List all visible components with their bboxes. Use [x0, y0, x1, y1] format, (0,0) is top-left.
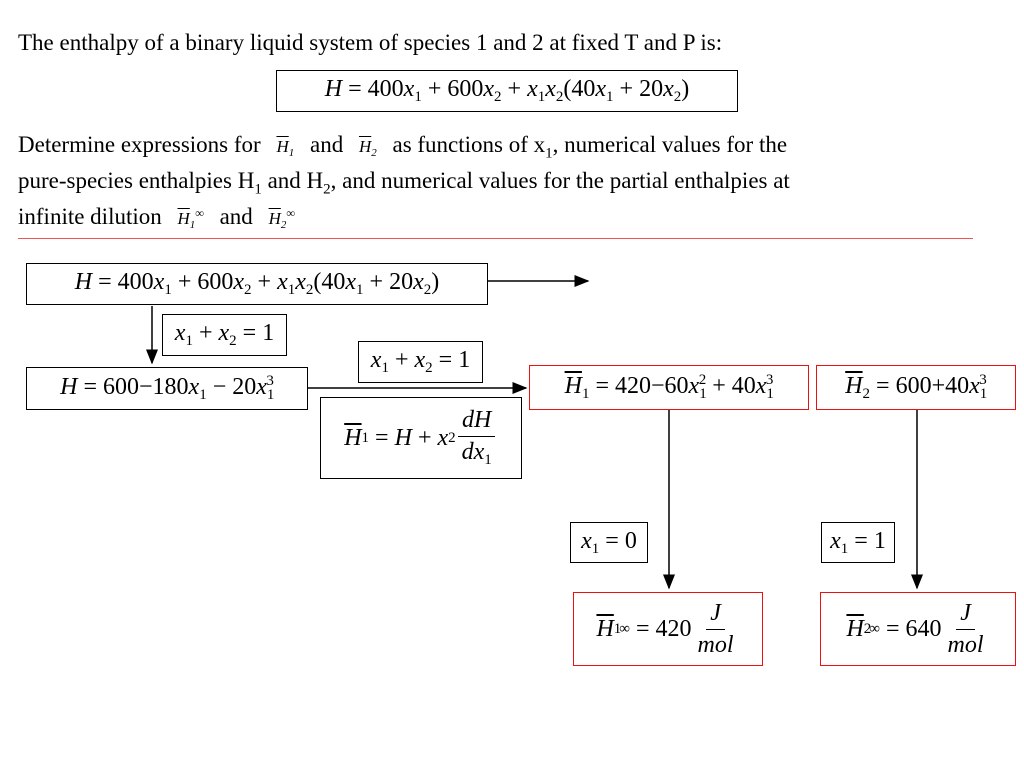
condition-x1-one-box: $x_1 = 1$ — [821, 522, 895, 563]
problem-statement-line1: The enthalpy of a binary liquid system of species 1 and 2 at fixed T and P is: — [18, 30, 723, 55]
problem-statement-line4: infinite dilution $\overline{H}_1^\infty$ and $\overline{H}_2^\infty$ — [18, 204, 295, 231]
condition-x1-zero-box: $x_1 = 0$ — [570, 522, 648, 563]
h1-bar-inline: $\overline{H}_1$ — [276, 137, 295, 159]
partial-enthalpy-formula-box: $\overline{H}$ 1 = H + x 2 $\frac{dH}{dx_1}$ — [320, 397, 522, 479]
enthalpy-equation-box: $H = 400x_1 + 600x_2 + x_1x_2(40x_1 + 20x_2)$ — [26, 263, 488, 305]
h1-bar-expression-box: $\overline{H}_1 = 420-60x_1^2 + 40x_1^3$ — [529, 365, 809, 410]
h2-bar-inline: $\overline{H}_2$ — [358, 137, 377, 159]
mole-fraction-sum-box-left: $x_1 + x_2 = 1$ — [162, 314, 287, 356]
h2-infinite-dilution-box: $\overline{H}$ 2 ∞ = 640 $\frac{J}{\text{mol}}$ — [820, 592, 1016, 666]
h1-infinite-dilution-box: $\overline{H}$ 1 ∞ = 420 $\frac{J}{\text{mol}}$ — [573, 592, 763, 666]
h1-inf-inline: $\overline{H}_1^\infty$ — [177, 206, 204, 231]
given-enthalpy-equation-box: $H = 400x_1 + 600x_2 + x_1x_2(40x_1 + 20x_2)$ — [276, 70, 738, 112]
reduced-enthalpy-box: $H = 600-180x_1 - 20x_1^3$ — [26, 367, 308, 410]
h2-inf-inline: $\overline{H}_2^\infty$ — [268, 206, 295, 231]
h2-bar-expression-box: $\overline{H}_2 = 600+40x_1^3$ — [816, 365, 1016, 410]
mole-fraction-sum-box-middle: $x_1 + x_2 = 1$ — [358, 341, 483, 383]
problem-statement-line3: pure-species enthalpies $H_1$ and $H_2$, and numerical values for the partial enthalpies at — [18, 168, 790, 198]
problem-statement-line2: Determine expressions for $\overline{H}_1$ and $\overline{H}_2$ as functions of $x_1$, numerical values for the — [18, 132, 788, 162]
